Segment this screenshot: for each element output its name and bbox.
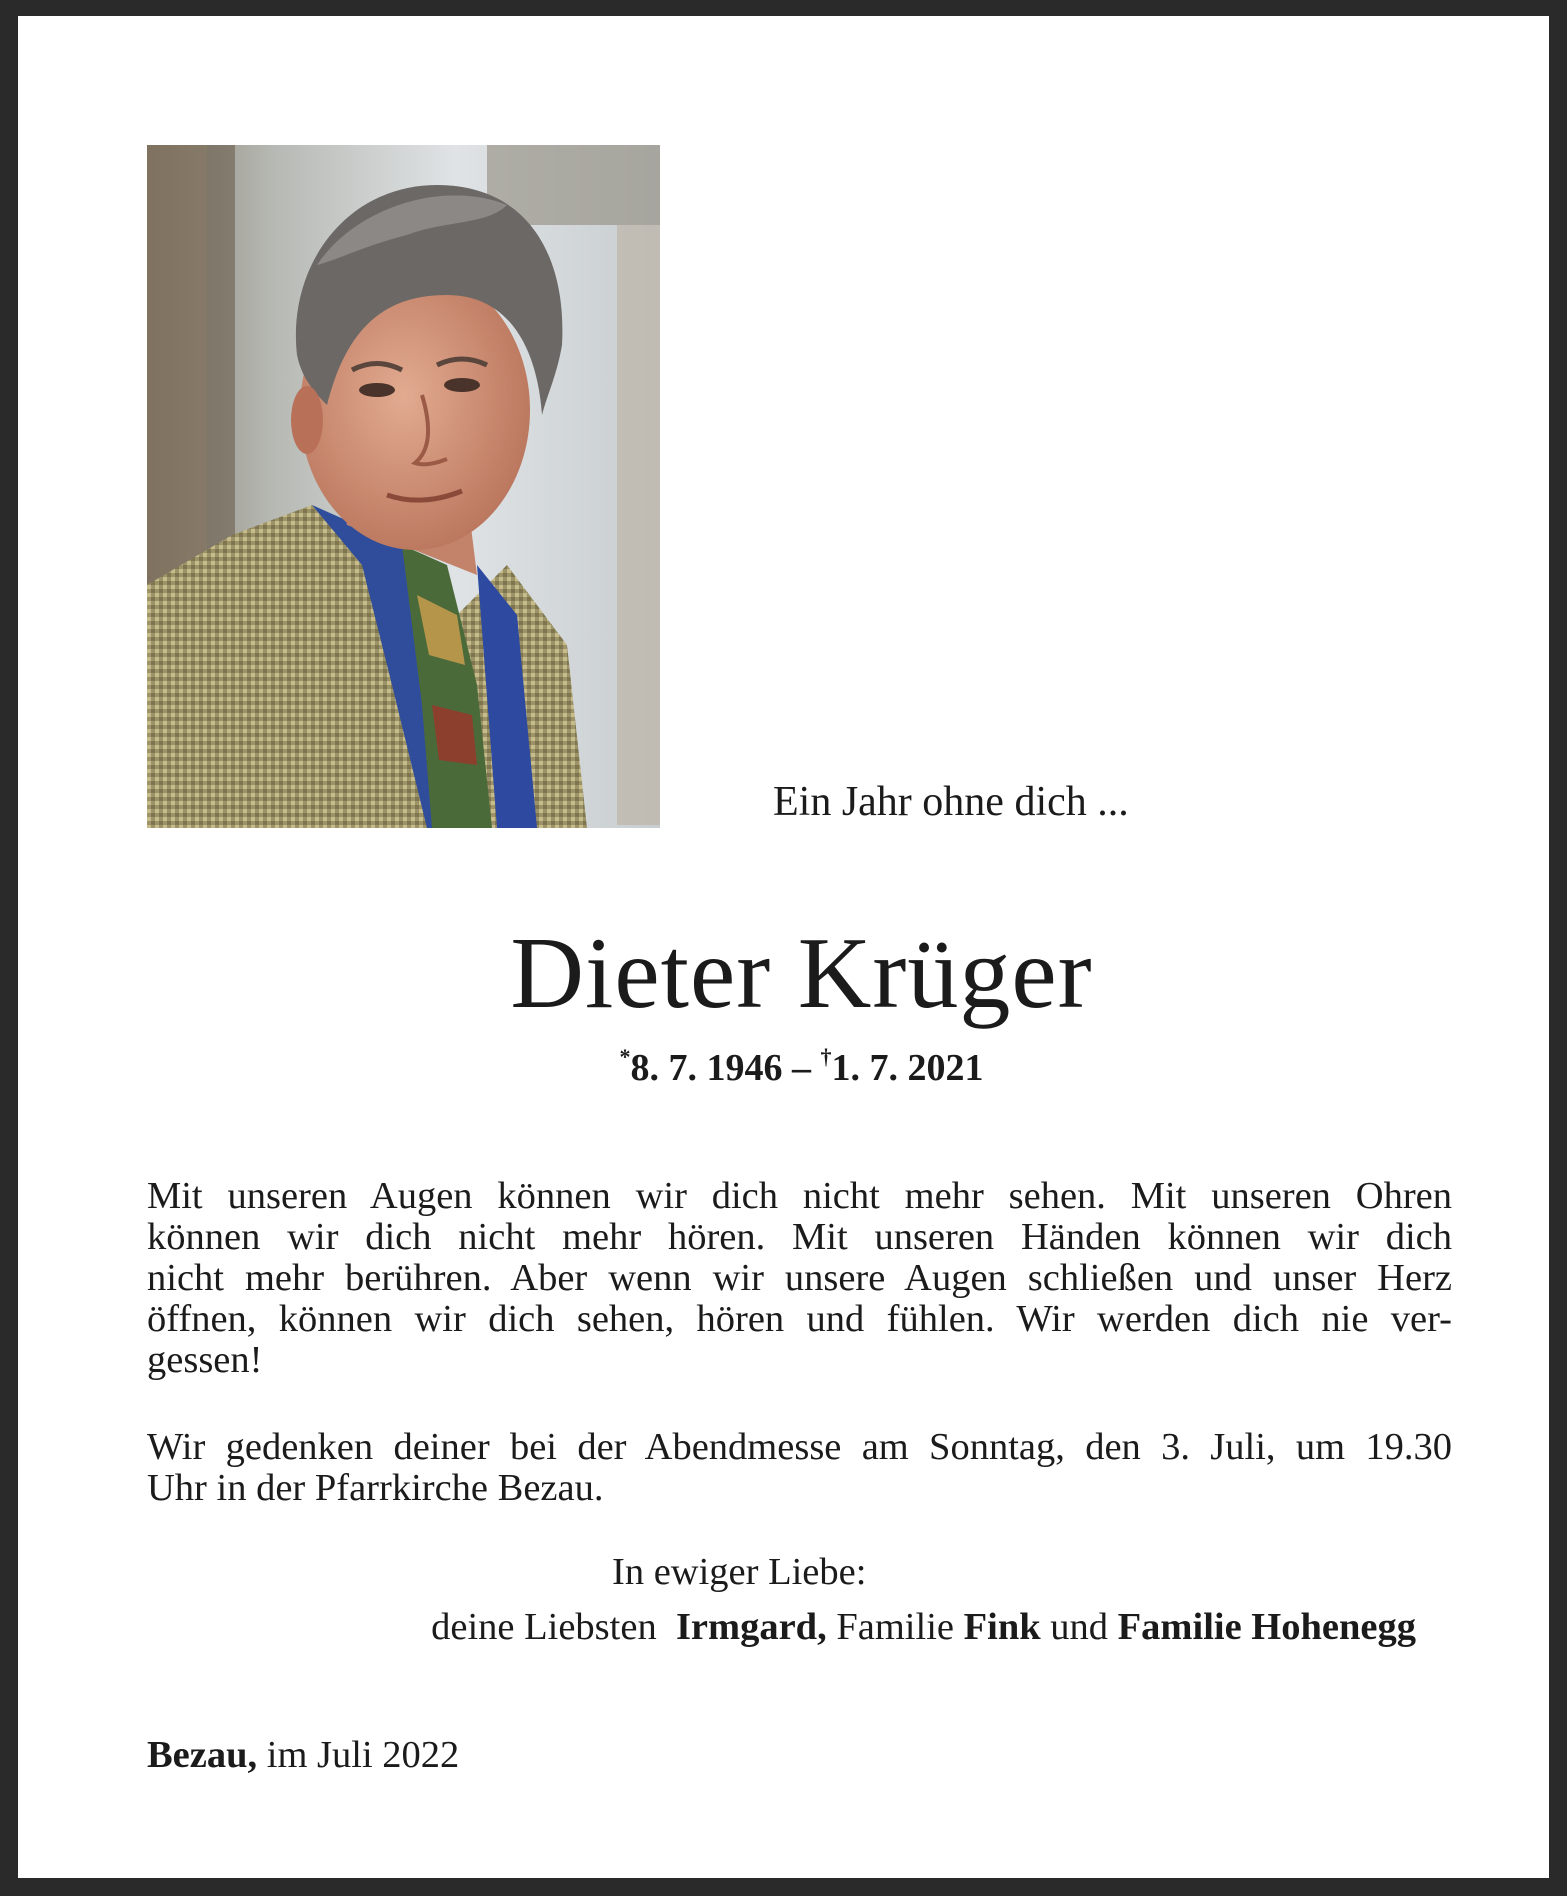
closing-line: In ewiger Liebe:	[612, 1551, 867, 1593]
memorial-paragraph	[147, 1176, 1452, 1381]
paragraph-line: gessen!	[147, 1339, 263, 1381]
portrait-illustration	[147, 145, 660, 828]
mourners-prefix: deine Liebsten	[431, 1606, 657, 1648]
life-dates	[18, 1046, 1567, 1087]
birth-date: 8. 7. 1946	[630, 1047, 783, 1089]
mourner-name: Irmgard,	[675, 1606, 827, 1648]
date-separator: –	[782, 1047, 821, 1089]
place-date-line	[147, 1736, 459, 1775]
paragraph-line: Mit unseren Augen können wir dich nicht mehr sehen. Mit unseren Ohren	[147, 1175, 1452, 1217]
birth-symbol: *	[619, 1044, 631, 1069]
mourners-line	[431, 1608, 1416, 1647]
death-symbol: †	[820, 1044, 832, 1069]
paragraph-line: können wir dich nicht mehr hören. Mit unseren Händen können wir dich	[147, 1216, 1452, 1258]
mass-announcement	[147, 1427, 1452, 1509]
mourners-text: und	[1050, 1606, 1109, 1648]
death-date: 1. 7. 2021	[831, 1047, 984, 1089]
paragraph-line: öffnen, können wir dich sehen, hören und fühlen. Wir werden dich nie ver-	[147, 1298, 1452, 1340]
mourners-text: Familie	[836, 1606, 954, 1648]
paragraph-line: Wir gedenken deiner bei der Abendmesse am Sonntag, den 3. Juli, um 19.30	[147, 1426, 1452, 1468]
portrait-photo	[147, 145, 660, 828]
intro-line: Ein Jahr ohne dich ...	[773, 779, 1129, 825]
place: Bezau,	[147, 1734, 258, 1776]
paragraph-line: nicht mehr berühren. Aber wenn wir unsere Augen schließen und unser Herz	[147, 1257, 1452, 1299]
deceased-name: Dieter Krüger	[510, 917, 1093, 1030]
date: im Juli 2022	[266, 1734, 460, 1776]
paragraph-line: Uhr in der Pfarrkirche Bezau.	[147, 1467, 604, 1509]
mourner-name: Fink	[963, 1606, 1041, 1648]
mourner-name: Familie Hohenegg	[1117, 1606, 1416, 1648]
